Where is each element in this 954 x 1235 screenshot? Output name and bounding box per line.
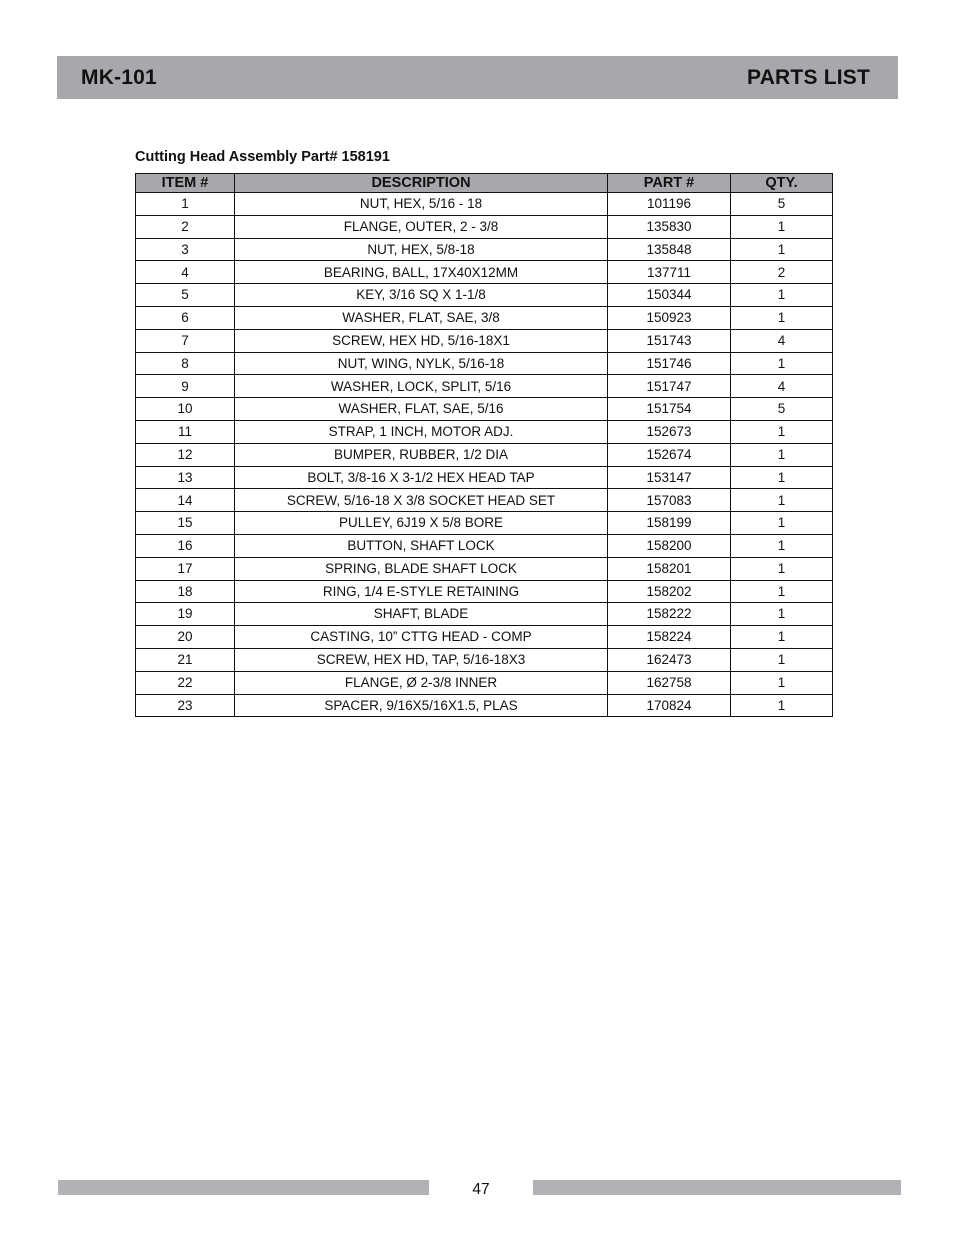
item-cell: 3 (136, 238, 235, 261)
qty-cell: 1 (731, 420, 833, 443)
table-row (136, 261, 833, 284)
description-cell: SCREW, 5/16-18 X 3/8 SOCKET HEAD SET (235, 489, 608, 512)
description-cell: SPACER, 9/16X5/16X1.5, PLAS (235, 694, 608, 717)
part-number-cell: 135830 (608, 215, 731, 238)
part-number-cell: 137711 (608, 261, 731, 284)
qty-cell: 2 (731, 261, 833, 284)
description-cell: RING, 1/4 E-STYLE RETAINING (235, 580, 608, 603)
part-number-cell: 158224 (608, 626, 731, 649)
part-number-cell: 135848 (608, 238, 731, 261)
qty-cell: 1 (731, 352, 833, 375)
description-cell: SPRING, BLADE SHAFT LOCK (235, 557, 608, 580)
qty-cell: 1 (731, 534, 833, 557)
table-row (136, 489, 833, 512)
description-cell: BUTTON, SHAFT LOCK (235, 534, 608, 557)
table-row (136, 580, 833, 603)
item-cell: 15 (136, 512, 235, 535)
qty-cell: 5 (731, 398, 833, 421)
table-row (136, 466, 833, 489)
qty-cell: 1 (731, 603, 833, 626)
qty-cell: 1 (731, 443, 833, 466)
part-number-cell: 151747 (608, 375, 731, 398)
item-cell: 8 (136, 352, 235, 375)
table-row (136, 420, 833, 443)
item-cell: 16 (136, 534, 235, 557)
item-cell: 6 (136, 306, 235, 329)
part-number-cell: 158200 (608, 534, 731, 557)
qty-cell: 1 (731, 306, 833, 329)
part-number-cell: 101196 (608, 193, 731, 216)
table-row (136, 557, 833, 580)
qty-cell: 1 (731, 648, 833, 671)
item-cell: 13 (136, 466, 235, 489)
part-number-cell: 158201 (608, 557, 731, 580)
item-cell: 2 (136, 215, 235, 238)
qty-cell: 4 (731, 329, 833, 352)
item-cell: 21 (136, 648, 235, 671)
table-row (136, 284, 833, 307)
page-number: 47 (472, 1181, 490, 1198)
table-row (136, 534, 833, 557)
part-number-cell: 151743 (608, 329, 731, 352)
description-cell: WASHER, LOCK, SPLIT, 5/16 (235, 375, 608, 398)
qty-cell: 1 (731, 215, 833, 238)
item-cell: 10 (136, 398, 235, 421)
part-number-cell: 158202 (608, 580, 731, 603)
description-cell: CASTING, 10” CTTG HEAD - COMP (235, 626, 608, 649)
description-cell: NUT, WING, NYLK, 5/16-18 (235, 352, 608, 375)
column-header-description: DESCRIPTION (235, 174, 608, 193)
description-cell: NUT, HEX, 5/16 - 18 (235, 193, 608, 216)
item-cell: 19 (136, 603, 235, 626)
item-cell: 20 (136, 626, 235, 649)
assembly-title: Cutting Head Assembly Part# 158191 (135, 149, 390, 165)
table-row (136, 375, 833, 398)
table-row (136, 603, 833, 626)
footer-bar-right (533, 1180, 901, 1195)
part-number-cell: 157083 (608, 489, 731, 512)
item-cell: 17 (136, 557, 235, 580)
item-cell: 11 (136, 420, 235, 443)
item-cell: 23 (136, 694, 235, 717)
table-row (136, 512, 833, 535)
item-cell: 1 (136, 193, 235, 216)
table-header-row (136, 174, 833, 193)
item-cell: 14 (136, 489, 235, 512)
parts-table-body (136, 193, 833, 717)
table-row (136, 193, 833, 216)
description-cell: WASHER, FLAT, SAE, 3/8 (235, 306, 608, 329)
qty-cell: 4 (731, 375, 833, 398)
part-number-cell: 151754 (608, 398, 731, 421)
item-cell: 9 (136, 375, 235, 398)
qty-cell: 1 (731, 694, 833, 717)
item-cell: 5 (136, 284, 235, 307)
table-row (136, 398, 833, 421)
part-number-cell: 151746 (608, 352, 731, 375)
column-header-part: PART # (608, 174, 731, 193)
part-number-cell: 170824 (608, 694, 731, 717)
table-row (136, 626, 833, 649)
description-cell: BEARING, BALL, 17X40X12MM (235, 261, 608, 284)
qty-cell: 1 (731, 489, 833, 512)
qty-cell: 1 (731, 626, 833, 649)
description-cell: SHAFT, BLADE (235, 603, 608, 626)
table-row (136, 352, 833, 375)
table-row (136, 671, 833, 694)
description-cell: BOLT, 3/8-16 X 3-1/2 HEX HEAD TAP (235, 466, 608, 489)
description-cell: STRAP, 1 INCH, MOTOR ADJ. (235, 420, 608, 443)
qty-cell: 1 (731, 238, 833, 261)
description-cell: WASHER, FLAT, SAE, 5/16 (235, 398, 608, 421)
item-cell: 22 (136, 671, 235, 694)
item-cell: 7 (136, 329, 235, 352)
qty-cell: 1 (731, 557, 833, 580)
description-cell: SCREW, HEX HD, 5/16-18X1 (235, 329, 608, 352)
qty-cell: 1 (731, 671, 833, 694)
part-number-cell: 162758 (608, 671, 731, 694)
table-row (136, 443, 833, 466)
qty-cell: 5 (731, 193, 833, 216)
qty-cell: 1 (731, 512, 833, 535)
part-number-cell: 158222 (608, 603, 731, 626)
table-row (136, 306, 833, 329)
description-cell: KEY, 3/16 SQ X 1-1/8 (235, 284, 608, 307)
description-cell: BUMPER, RUBBER, 1/2 DIA (235, 443, 608, 466)
model-title: MK-101 (81, 65, 157, 89)
table-row (136, 648, 833, 671)
description-cell: FLANGE, OUTER, 2 - 3/8 (235, 215, 608, 238)
description-cell: PULLEY, 6J19 X 5/8 BORE (235, 512, 608, 535)
table-row (136, 694, 833, 717)
item-cell: 18 (136, 580, 235, 603)
table-row (136, 329, 833, 352)
part-number-cell: 162473 (608, 648, 731, 671)
item-cell: 12 (136, 443, 235, 466)
description-cell: NUT, HEX, 5/8-18 (235, 238, 608, 261)
column-header-item: ITEM # (136, 174, 235, 193)
qty-cell: 1 (731, 466, 833, 489)
part-number-cell: 158199 (608, 512, 731, 535)
table-row (136, 215, 833, 238)
section-heading: PARTS LIST (747, 65, 870, 89)
qty-cell: 1 (731, 580, 833, 603)
column-header-qty: QTY. (731, 174, 833, 193)
part-number-cell: 152674 (608, 443, 731, 466)
table-row (136, 238, 833, 261)
header-bar (57, 56, 898, 99)
description-cell: SCREW, HEX HD, TAP, 5/16-18X3 (235, 648, 608, 671)
part-number-cell: 150923 (608, 306, 731, 329)
description-cell: FLANGE, Ø 2-3/8 INNER (235, 671, 608, 694)
parts-table (135, 173, 833, 717)
footer-bar-left (58, 1180, 429, 1195)
qty-cell: 1 (731, 284, 833, 307)
part-number-cell: 153147 (608, 466, 731, 489)
part-number-cell: 152673 (608, 420, 731, 443)
part-number-cell: 150344 (608, 284, 731, 307)
item-cell: 4 (136, 261, 235, 284)
